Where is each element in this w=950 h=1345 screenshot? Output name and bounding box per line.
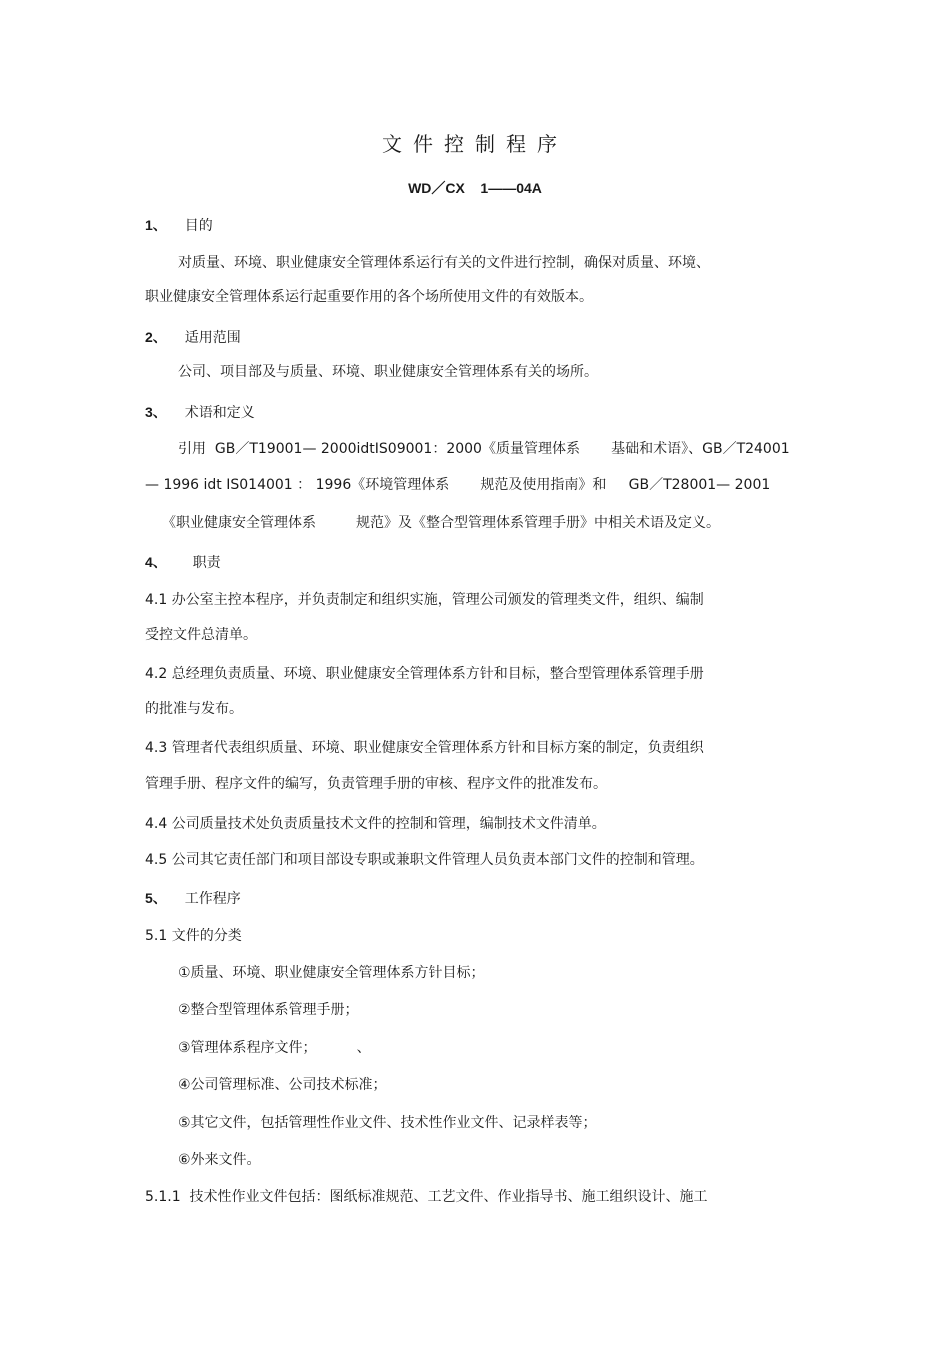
section-number: 2、 bbox=[145, 329, 167, 345]
section-4-heading bbox=[145, 553, 221, 572]
section-label: 术语和定义 bbox=[184, 405, 255, 421]
section-number: 3、 bbox=[145, 404, 167, 420]
responsibility-item: 的批准与发布。 bbox=[145, 701, 243, 717]
section-number: 1、 bbox=[145, 217, 167, 233]
section-3-heading bbox=[145, 403, 255, 422]
responsibility-item: 4.3 管理者代表组织质量、环境、职业健康安全管理体系方针和目标方案的制定，负责组织 bbox=[145, 740, 704, 756]
paragraph-line: 对质量、环境、职业健康安全管理体系运行有关的文件进行控制，确保对质量、环境、 bbox=[178, 255, 710, 271]
list-item: ③管理体系程序文件； 、 bbox=[178, 1040, 371, 1056]
list-item: ②整合型管理体系管理手册； bbox=[178, 1002, 359, 1018]
list-item: ⑤其它文件，包括管理性作业文件、技术性作业文件、记录样表等； bbox=[178, 1115, 597, 1131]
subsection-heading: 5.1 文件的分类 bbox=[145, 928, 242, 944]
list-item: ①质量、环境、职业健康安全管理体系方针目标； bbox=[178, 965, 485, 981]
document-code: WD／CX 1——04A bbox=[408, 180, 542, 196]
section-number: 5、 bbox=[145, 890, 167, 906]
section-number: 4、 bbox=[145, 554, 167, 570]
section-label: 适用范围 bbox=[184, 330, 241, 346]
responsibility-item: 4.5 公司其它责任部门和项目部设专职或兼职文件管理人员负责本部门文件的控制和管理。 bbox=[145, 852, 704, 868]
responsibility-item: 管理手册、程序文件的编写，负责管理手册的审核、程序文件的批准发布。 bbox=[145, 776, 607, 792]
section-2-heading bbox=[145, 328, 241, 347]
list-item: ⑥外来文件。 bbox=[178, 1152, 261, 1168]
section-label: 工作程序 bbox=[184, 891, 241, 907]
paragraph-line: 公司、项目部及与质量、环境、职业健康安全管理体系有关的场所。 bbox=[178, 364, 598, 380]
list-item: ④公司管理标准、公司技术标准； bbox=[178, 1077, 387, 1093]
section-label: 目的 bbox=[184, 218, 213, 234]
responsibility-item: 4.2 总经理负责质量、环境、职业健康安全管理体系方针和目标，整合型管理体系管理手册 bbox=[145, 666, 704, 682]
responsibility-item: 4.4 公司质量技术处负责质量技术文件的控制和管理，编制技术文件清单。 bbox=[145, 816, 606, 832]
paragraph-line: 《职业健康安全管理体系 规范》及《整合型管理体系管理手册》中相关术语及定义。 bbox=[162, 515, 721, 531]
document-title: 文件控制程序 bbox=[382, 132, 568, 156]
paragraph-line: 职业健康安全管理体系运行起重要作用的各个场所使用文件的有效版本。 bbox=[145, 289, 593, 305]
section-1-heading bbox=[145, 216, 213, 235]
section-5-heading bbox=[145, 889, 241, 908]
paragraph-line: — 1996 idt IS014001 ： 1996《环境管理体系 规范及使用指南》和 GB／T28001— 2001 bbox=[145, 477, 771, 493]
responsibility-item: 4.1 办公室主控本程序，并负责制定和组织实施，管理公司颁发的管理类文件，组织、编制 bbox=[145, 592, 704, 608]
responsibility-item: 受控文件总清单。 bbox=[145, 627, 257, 643]
paragraph-line: 引用 GB／T19001— 2000idtIS09001：2000《质量管理体系 基础和术语》、GB／T24001 bbox=[178, 441, 790, 457]
section-label: 职责 bbox=[192, 555, 221, 571]
subsection-item: 5.1.1 技术性作业文件包括：图纸标准规范、工艺文件、作业指导书、施工组织设计、施工 bbox=[145, 1189, 708, 1205]
